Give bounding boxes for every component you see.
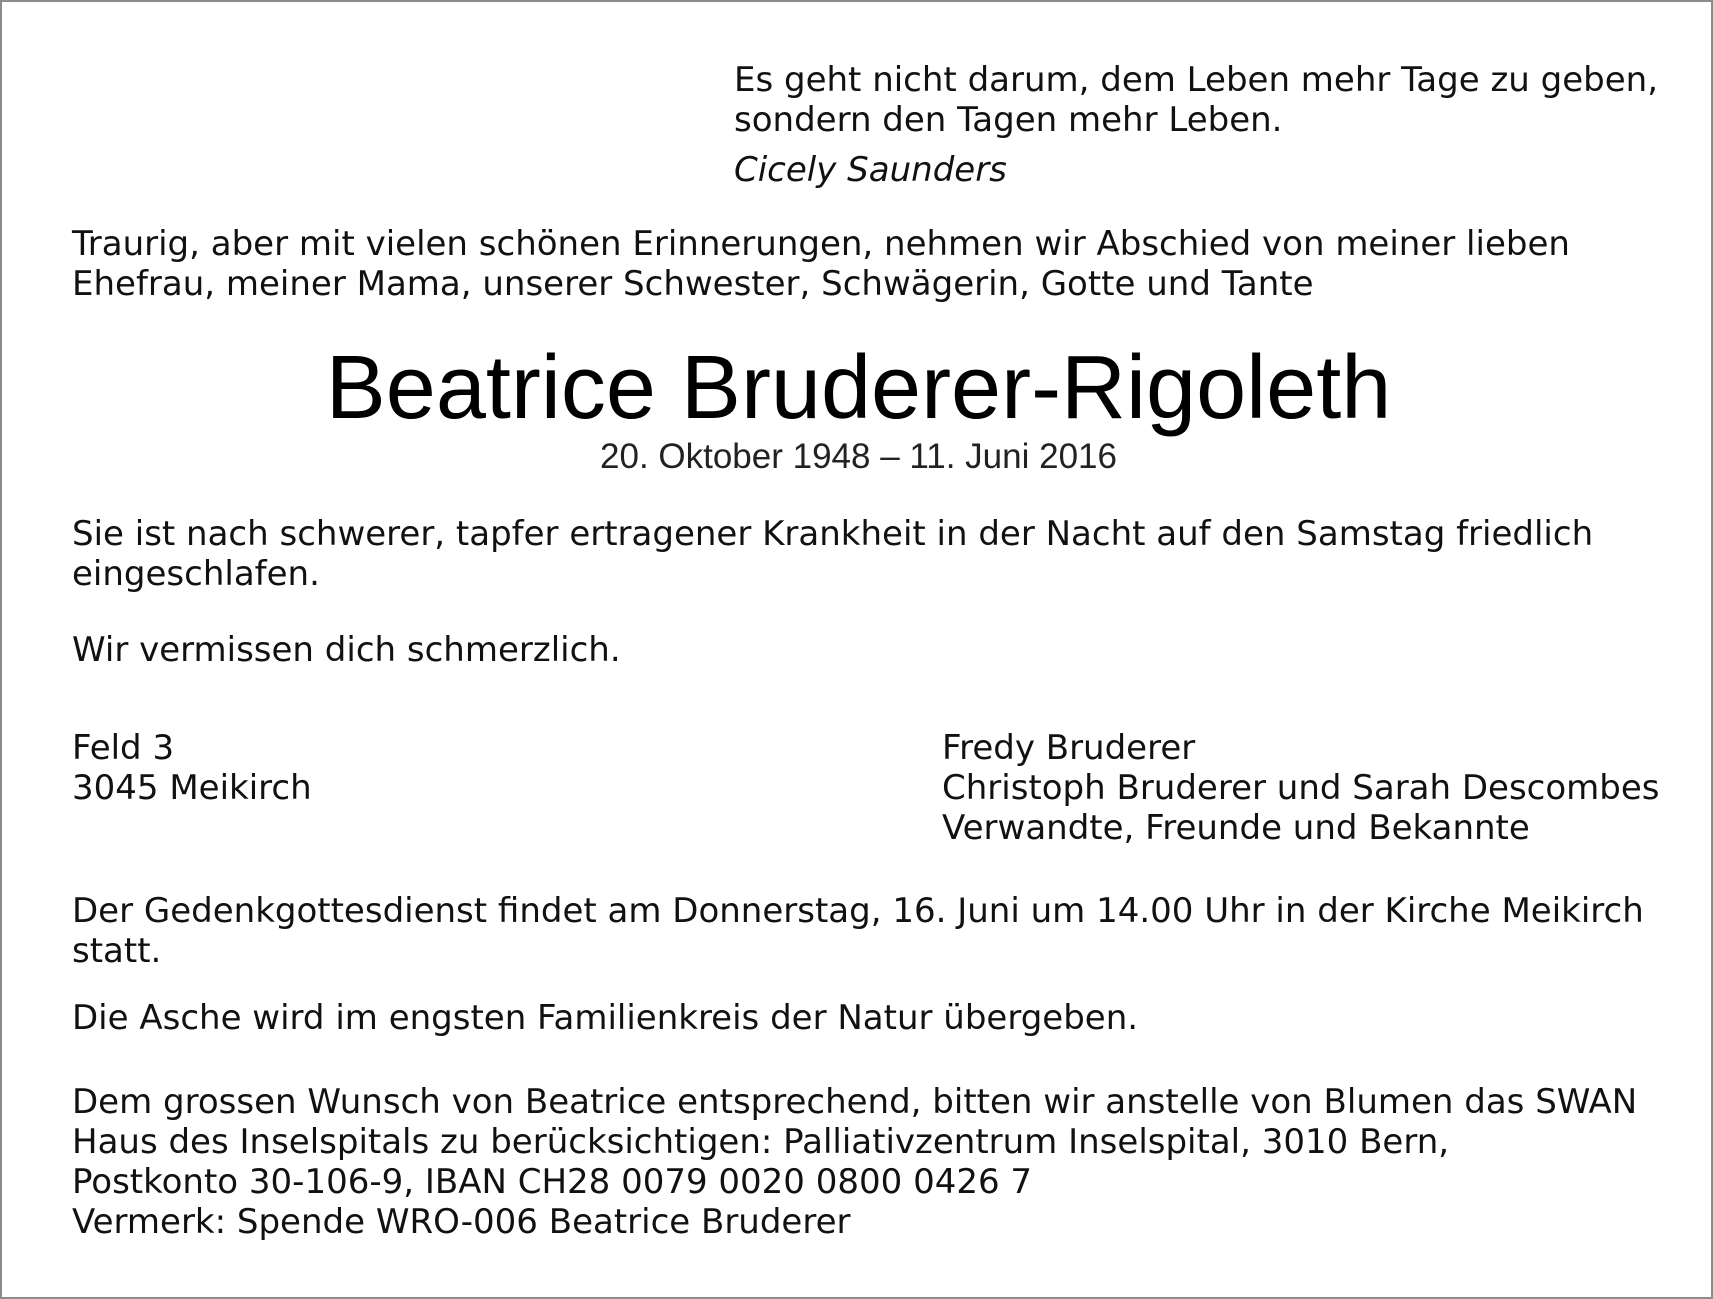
death-notice xyxy=(72,514,1593,594)
quote-text xyxy=(734,60,1658,140)
quote-line: sondern den Tagen mehr Leben. xyxy=(734,100,1283,140)
intro-line: Traurig, aber mit vielen schönen Erinnerungen, nehmen wir Abschied von meiner lieben xyxy=(72,224,1570,264)
mourner-line: Christoph Bruderer und Sarah Descombes xyxy=(942,768,1660,808)
intro-line: Ehefrau, meiner Mama, unserer Schwester, Schwägerin, Gotte und Tante xyxy=(72,264,1314,304)
quote-author: Cicely Saunders xyxy=(734,150,1007,190)
donation-line: Postkonto 30-106-9, IBAN CH28 0079 0020 0800 0426 7 xyxy=(72,1162,1033,1202)
intro-text xyxy=(72,224,1570,304)
donation-line: Dem grossen Wunsch von Beatrice entsprechend, bitten wir anstelle von Blumen das SWAN xyxy=(72,1082,1638,1122)
miss-line: Wir vermissen dich schmerzlich. xyxy=(72,630,621,670)
service-line: statt. xyxy=(72,931,162,971)
donation-request xyxy=(72,1082,1637,1242)
family-address xyxy=(72,728,312,808)
service-line: Der Gedenkgottesdienst findet am Donnerstag, 16. Juni um 14.00 Uhr in der Kirche Meikirch xyxy=(72,891,1644,931)
mourner-line: Verwandte, Freunde und Bekannte xyxy=(942,808,1530,848)
donation-line: Haus des Inselspitals zu berücksichtigen: Palliativzentrum Inselspital, 3010 Bern, xyxy=(72,1122,1450,1162)
address-line: Feld 3 xyxy=(72,728,175,768)
donation-line: Vermerk: Spende WRO-006 Beatrice Bruderer xyxy=(72,1202,851,1242)
death-notice-line: Sie ist nach schwerer, tapfer ertragener Krankheit in der Nacht auf den Samstag friedlich xyxy=(72,514,1594,554)
mourners-list xyxy=(942,728,1660,848)
memorial-service xyxy=(72,891,1644,971)
quote-line: Es geht nicht darum, dem Leben mehr Tage zu geben, xyxy=(734,60,1659,100)
ashes-line: Die Asche wird im engsten Familienkreis der Natur übergeben. xyxy=(72,998,1139,1038)
deceased-name: Beatrice Bruderer-Rigoleth xyxy=(325,338,1392,438)
death-notice-line: eingeschlafen. xyxy=(72,554,320,594)
life-dates: 20. Oktober 1948 – 11. Juni 2016 xyxy=(600,437,1117,476)
address-line: 3045 Meikirch xyxy=(72,768,312,808)
mourner-line: Fredy Bruderer xyxy=(942,728,1196,768)
